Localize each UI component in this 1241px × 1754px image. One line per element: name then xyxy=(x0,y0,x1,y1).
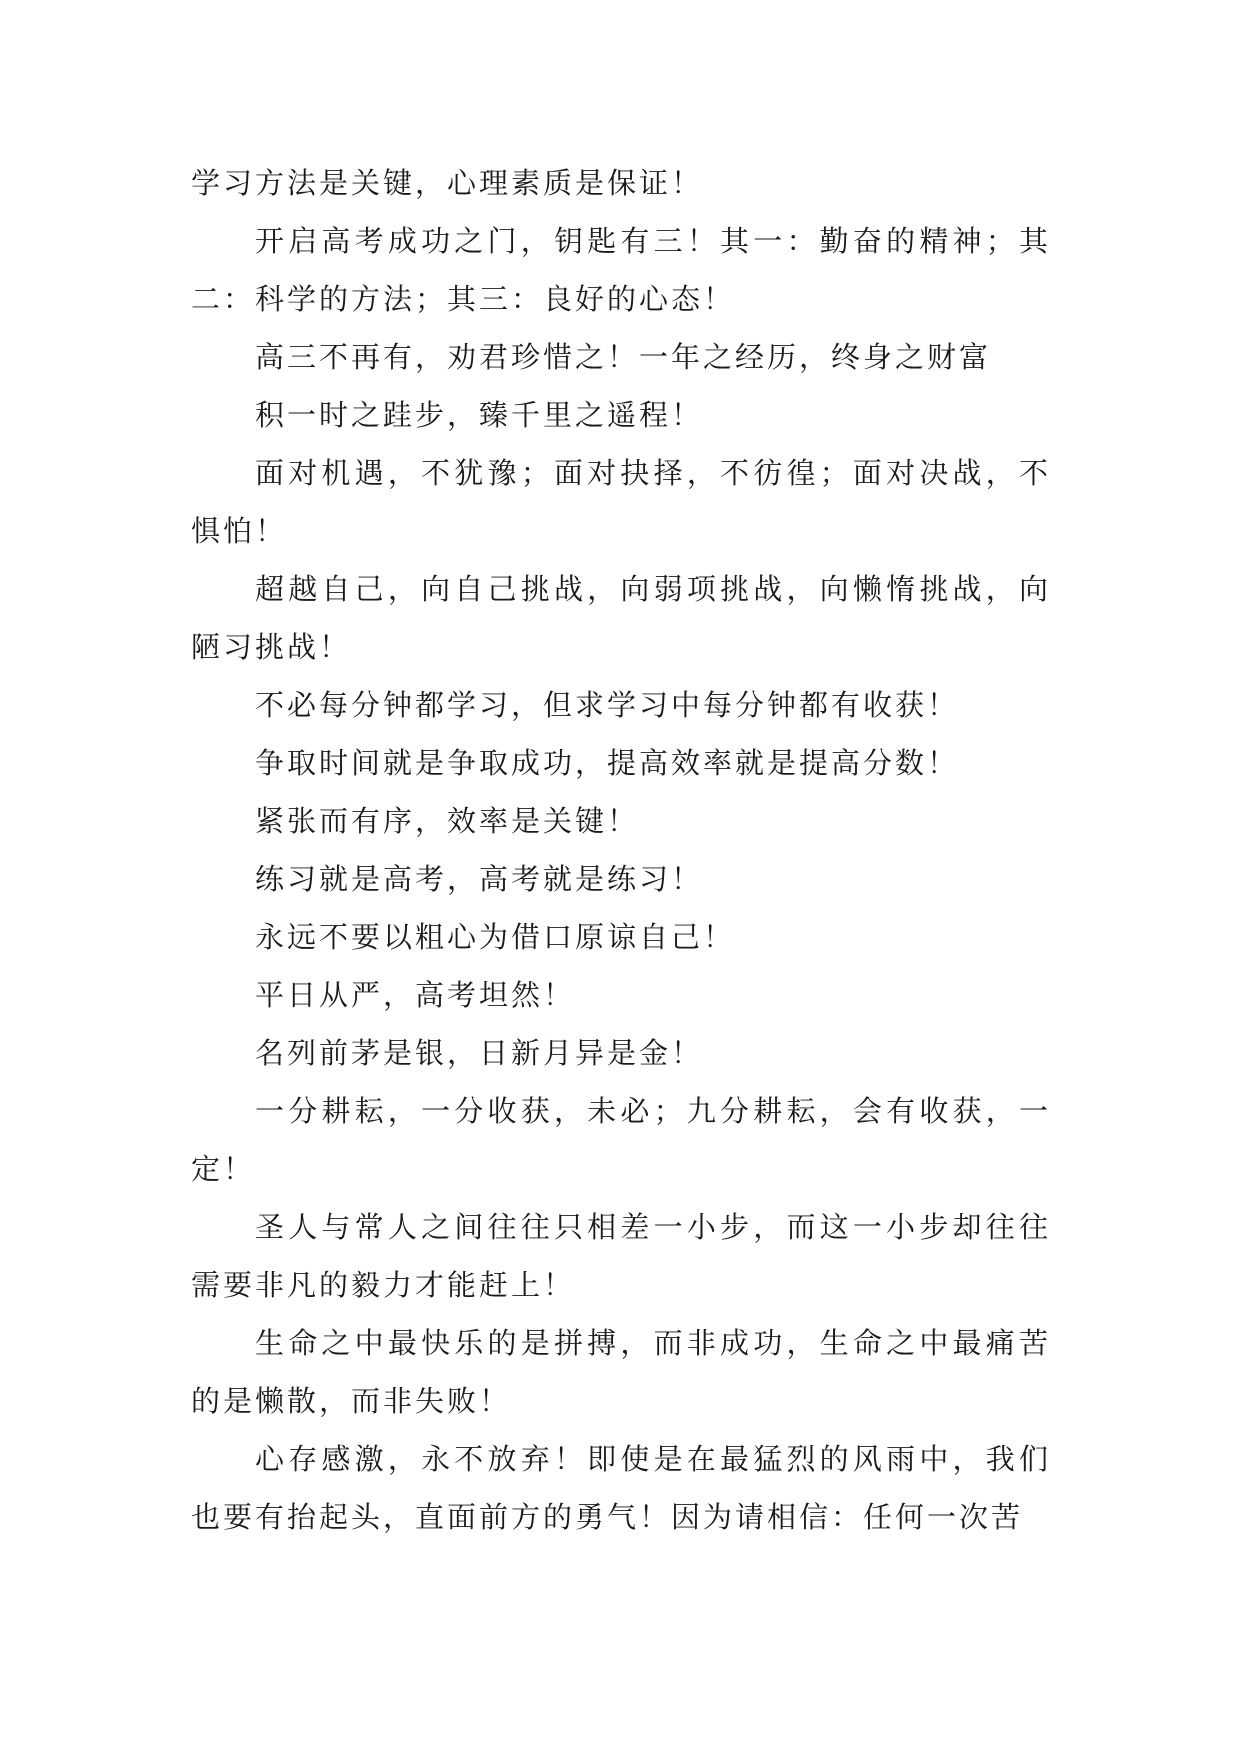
paragraph: 紧张而有序，效率是关键！ xyxy=(255,804,640,838)
paragraph: 一分耕耘，一分收获，未必；九分耕耘，会有收获，一定！ xyxy=(191,1094,1051,1186)
paragraph: 争取时间就是争取成功，提高效率就是提高分数！ xyxy=(255,746,960,780)
paragraph: 开启高考成功之门，钥匙有三！其一：勤奋的精神；其二：科学的方法；其三：良好的心态！ xyxy=(191,224,1051,316)
paragraph: 永远不要以粗心为借口原谅自己！ xyxy=(255,920,736,954)
paragraph: 心存感激，永不放弃！即使是在最猛烈的风雨中，我们也要有抬起头，直面前方的勇气！因为请相信：任何一次苦 xyxy=(191,1442,1051,1534)
paragraph: 圣人与常人之间往往只相差一小步，而这一小步却往往需要非凡的毅力才能赶上！ xyxy=(191,1210,1051,1302)
paragraph: 高三不再有，劝君珍惜之！一年之经历，终身之财富 xyxy=(255,340,992,374)
paragraph: 生命之中最快乐的是拼搏，而非成功，生命之中最痛苦的是懒散，而非失败！ xyxy=(191,1326,1051,1418)
paragraph: 积一时之跬步，臻千里之遥程！ xyxy=(255,398,704,432)
paragraph: 名列前茅是银，日新月异是金！ xyxy=(255,1036,704,1070)
paragraph: 练习就是高考，高考就是练习！ xyxy=(255,862,704,896)
paragraph: 平日从严，高考坦然！ xyxy=(255,978,576,1012)
paragraph: 不必每分钟都学习，但求学习中每分钟都有收获！ xyxy=(255,688,960,722)
paragraph: 超越自己，向自己挑战，向弱项挑战，向懒惰挑战，向陋习挑战！ xyxy=(191,572,1051,664)
document-body xyxy=(191,154,1051,1546)
paragraph: 学习方法是关键，心理素质是保证！ xyxy=(191,166,704,200)
paragraph: 面对机遇，不犹豫；面对抉择，不彷徨；面对决战，不惧怕！ xyxy=(191,456,1051,548)
